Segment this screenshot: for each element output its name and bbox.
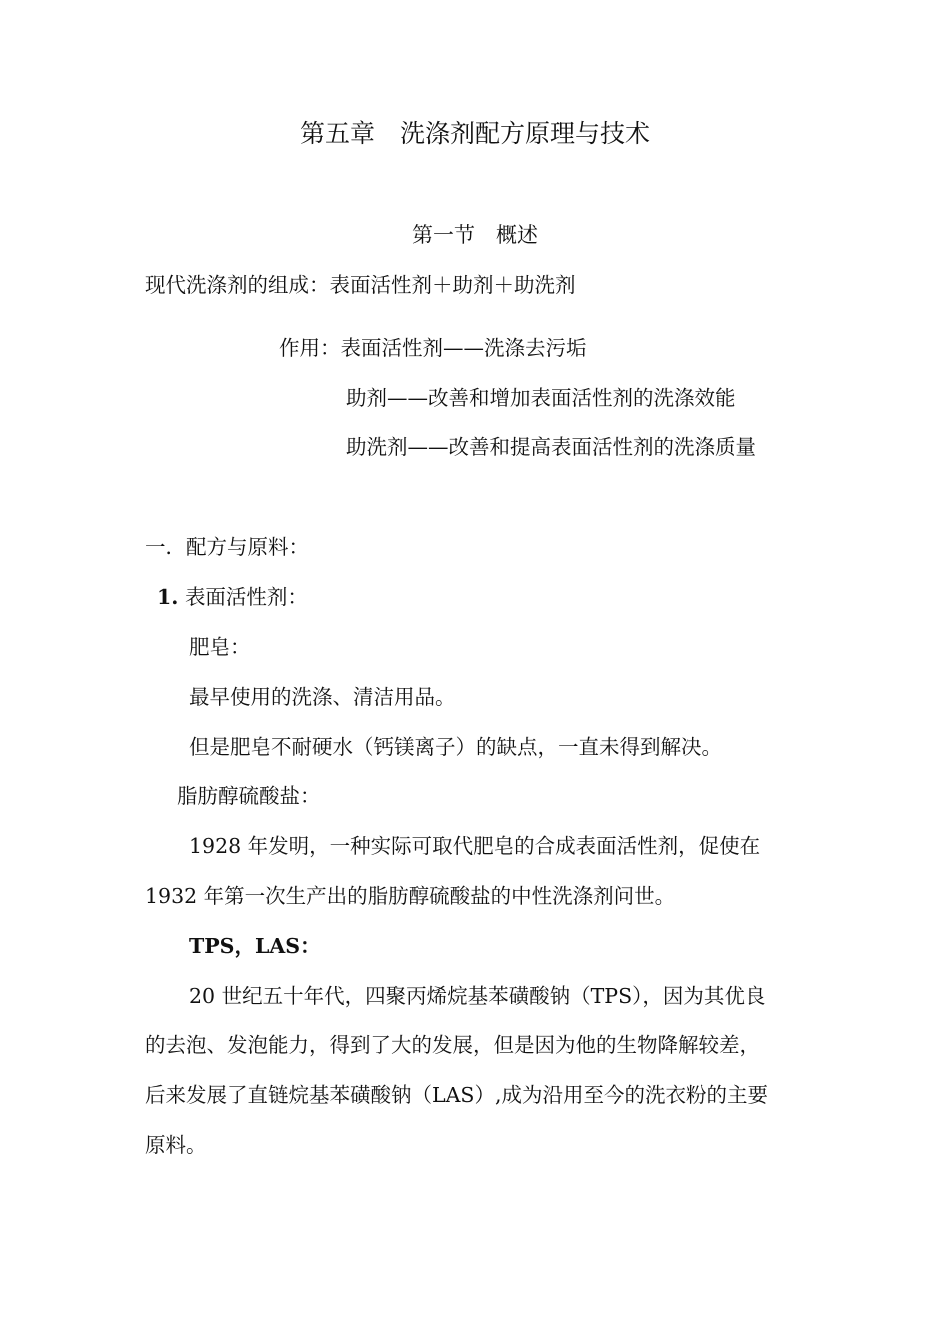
sub1-label: 表面活性剂： [184,585,308,609]
fas-line-1: 1928 年发明，一种实际可取代肥皂的合成表面活性剂，促使在 [189,834,761,858]
sub1-heading [157,583,308,611]
role-surfactant: 表面活性剂——洗涤去污垢 [340,336,587,360]
roles-line-1 [279,334,587,362]
section-title: 第一节 概述 [412,223,538,247]
fas-heading: 脂肪醇硫酸盐： [177,784,321,808]
chapter-title: 第五章 洗涤剂配方原理与技术 [299,119,650,148]
tps-las-line-1: 20 世纪五十年代，四聚丙烯烷基苯磺酸钠（TPS），因为其优良 [189,984,766,1008]
role-builder: 助剂——改善和增加表面活性剂的洗涤效能 [346,386,736,410]
fas-line-2: 1932 年第一次生产出的脂肪醇硫酸盐的中性洗涤剂问世。 [145,884,676,908]
tps-las-heading: TPS，LAS： [189,934,321,958]
role-co-builder: 助洗剂——改善和提高表面活性剂的洗涤质量 [346,435,756,459]
roles-label: 作用： [279,336,341,360]
soap-paragraph-1: 最早使用的洗涤、清洁用品。 [189,685,456,709]
tps-las-line-4: 原料。 [145,1133,207,1157]
soap-paragraph-2: 但是肥皂不耐硬水（钙镁离子）的缺点，一直未得到解决。 [189,735,722,759]
composition-line: 现代洗涤剂的组成：表面活性剂＋助剂＋助洗剂 [145,273,576,297]
part1-heading: 一．配方与原料： [145,535,309,559]
tps-las-line-2: 的去泡、发泡能力，得到了大的发展，但是因为他的生物降解较差， [145,1033,760,1057]
tps-las-line-3: 后来发展了直链烷基苯磺酸钠（LAS）,成为沿用至今的洗衣粉的主要 [145,1083,768,1107]
soap-heading: 肥皂： [189,635,251,659]
sub1-number: 1. [157,585,179,609]
